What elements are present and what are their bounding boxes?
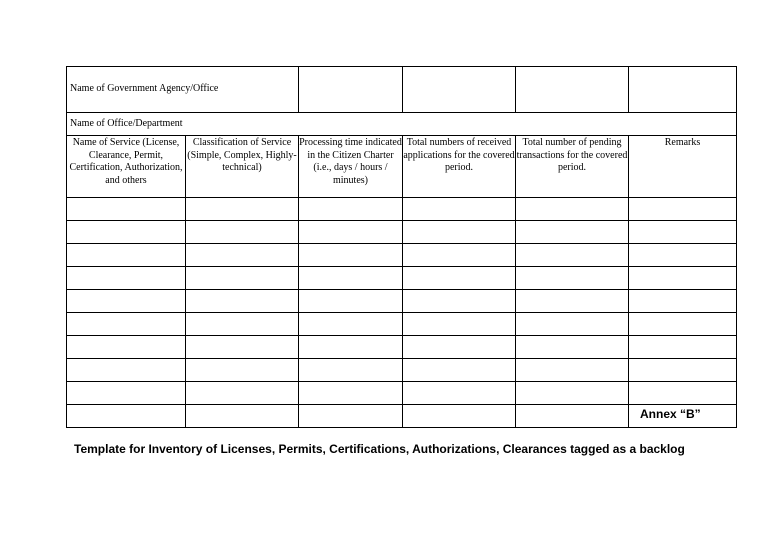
table-cell[interactable] [67,198,186,221]
table-cell[interactable] [516,198,629,221]
table-cell[interactable] [67,244,186,267]
table-cell[interactable] [516,405,629,428]
table-cell[interactable] [299,313,403,336]
table-cell[interactable] [516,382,629,405]
column-header-classification: Classification of Service (Simple, Complex, Highly-technical) [186,136,299,198]
table-cell[interactable] [629,313,737,336]
table-cell[interactable] [299,221,403,244]
table-cell[interactable] [299,336,403,359]
table-row [67,313,737,336]
table-row [67,267,737,290]
table-cell[interactable] [403,290,516,313]
table-cell[interactable] [403,336,516,359]
table-cell[interactable] [299,405,403,428]
inventory-form-table [66,66,737,428]
table-cell[interactable] [403,382,516,405]
agency-cell[interactable] [403,67,516,113]
table-row [67,290,737,313]
table-cell[interactable] [67,290,186,313]
table-cell[interactable] [516,290,629,313]
table-cell[interactable] [629,359,737,382]
table-cell[interactable] [403,359,516,382]
table-cell[interactable] [67,405,186,428]
table-row [67,244,737,267]
table-row [67,198,737,221]
column-header-service-name: Name of Service (License, Clearance, Permit, Certification, Authorization, and others [67,136,186,198]
table-cell[interactable] [67,359,186,382]
agency-cell[interactable] [629,67,737,113]
table-row [67,336,737,359]
table-row [67,405,737,428]
table-cell[interactable] [403,221,516,244]
table-cell[interactable] [67,267,186,290]
agency-row [67,67,737,113]
table-cell[interactable] [403,198,516,221]
table-cell[interactable] [186,313,299,336]
office-label: Name of Office/Department [67,113,737,136]
table-cell[interactable] [629,267,737,290]
agency-cell[interactable] [299,67,403,113]
table-cell[interactable] [516,244,629,267]
table-cell[interactable] [299,267,403,290]
table-cell[interactable] [299,382,403,405]
table-cell[interactable] [299,290,403,313]
column-header-remarks: Remarks [629,136,737,198]
table-cell[interactable] [516,313,629,336]
annex-label: Annex “B” [640,407,701,421]
agency-cell[interactable] [516,67,629,113]
table-cell[interactable] [67,221,186,244]
table-cell[interactable] [67,382,186,405]
table-cell[interactable] [403,267,516,290]
table-cell[interactable] [629,290,737,313]
table-cell[interactable] [403,244,516,267]
column-header-processing-time: Processing time indicated in the Citizen Charter (i.e., days / hours / minutes) [299,136,403,198]
table-cell[interactable] [629,336,737,359]
table-cell[interactable] [629,244,737,267]
table-cell[interactable] [186,405,299,428]
column-header-received-applications: Total numbers of received applications for the covered period. [403,136,516,198]
table-row [67,382,737,405]
table-row [67,359,737,382]
table-cell[interactable] [186,267,299,290]
table-cell[interactable] [186,382,299,405]
table-cell[interactable] [629,382,737,405]
office-row [67,113,737,136]
table-cell[interactable] [186,359,299,382]
table-cell[interactable] [67,336,186,359]
table-cell[interactable] [403,313,516,336]
table-cell[interactable] [516,221,629,244]
table-cell[interactable] [186,221,299,244]
template-title: Template for Inventory of Licenses, Permits, Certifications, Authorizations, Clearances tagged as a backlog [74,442,685,456]
table-cell[interactable] [629,198,737,221]
table-cell[interactable] [299,198,403,221]
table-cell[interactable] [186,290,299,313]
table-cell[interactable] [299,244,403,267]
table-cell[interactable] [403,405,516,428]
table-cell[interactable] [67,313,186,336]
table-cell[interactable] [516,336,629,359]
table-row [67,221,737,244]
table-cell[interactable] [186,244,299,267]
header-row [67,136,737,198]
column-header-pending-transactions: Total number of pending transactions for the covered period. [516,136,629,198]
table-cell[interactable] [516,267,629,290]
table-cell[interactable] [629,221,737,244]
table-cell[interactable] [186,198,299,221]
agency-label: Name of Government Agency/Office [67,67,299,113]
table-cell[interactable] [299,359,403,382]
table-cell[interactable] [516,359,629,382]
table-cell[interactable] [186,336,299,359]
